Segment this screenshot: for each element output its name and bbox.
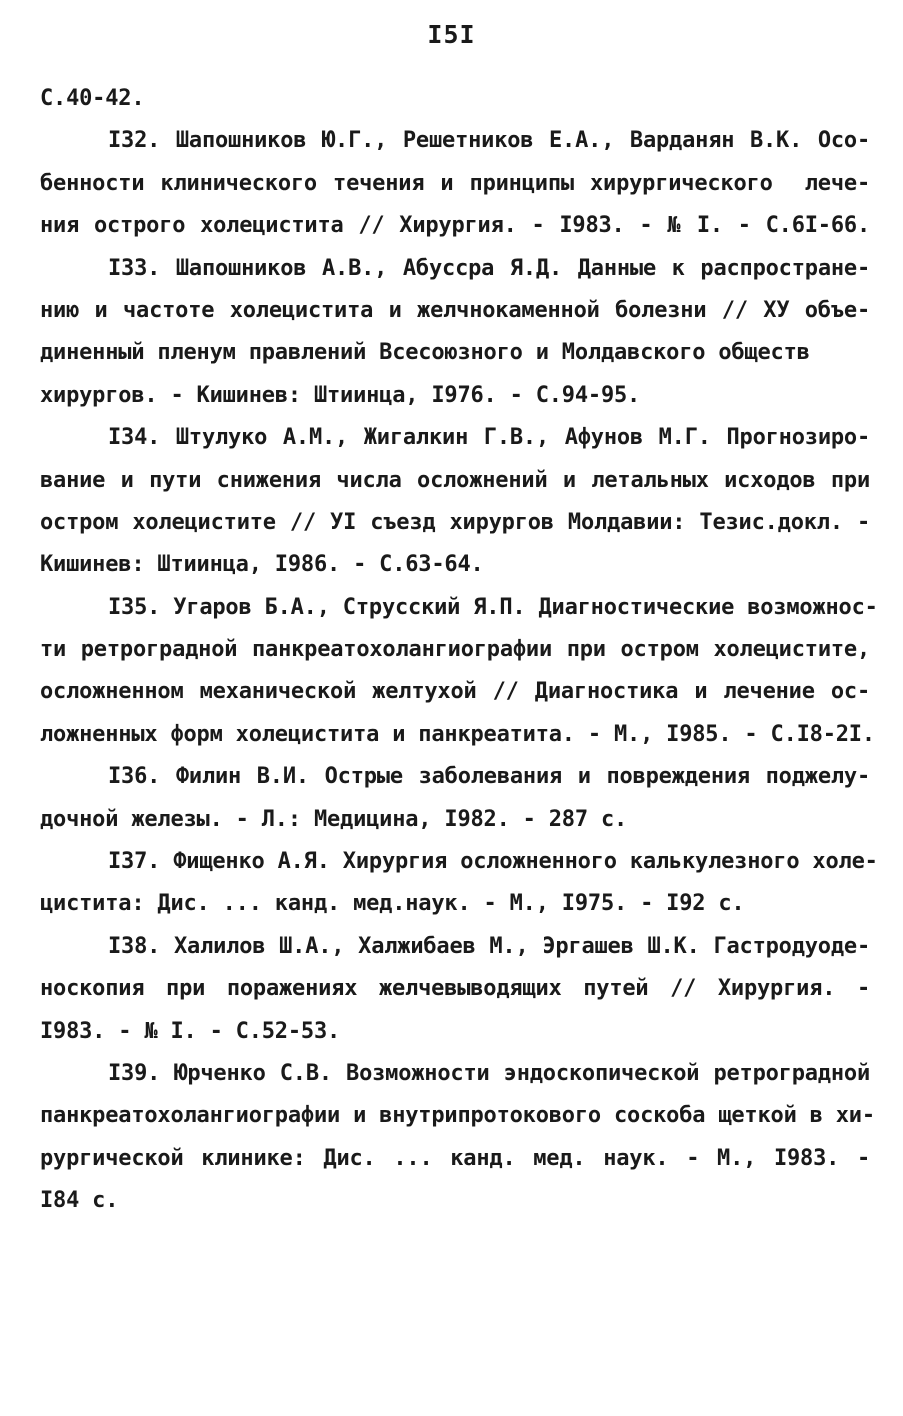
reference-line: хирургов. - Кишинев: Штиинца, I976. - С.94-95.	[40, 382, 641, 408]
reference-entry-start: I34. Штулуко А.М., Жигалкин Г.В., Афунов М.Г. Прогнозиро-	[108, 425, 870, 451]
reference-line: Кишинев: Штиинца, I986. - С.63-64.	[40, 552, 484, 578]
reference-line: ложненных форм холецистита и панкреатита. - М., I985. - С.I8-2I.	[40, 721, 875, 747]
reference-line: ти ретроградной панкреатохолангиографии при остром холецистите,	[40, 637, 870, 663]
reference-line: цистита: Дис. ... канд. мед.наук. - М., I975. - I92 с.	[40, 891, 745, 917]
reference-line: I84 с.	[40, 1188, 119, 1214]
reference-entry-start: I36. Филин В.И. Острые заболевания и повреждения поджелу-	[108, 764, 870, 790]
reference-line: вание и пути снижения числа осложнений и летальных исходов при	[40, 467, 870, 493]
reference-line: дочной железы. - Л.: Медицина, I982. - 287 с.	[40, 806, 628, 832]
reference-line: диненный пленум правлений Всесоюзного и Молдавского обществ	[40, 340, 810, 366]
reference-entry-start: I38. Халилов Ш.А., Халжибаев М., Эргашев Ш.К. Гастродуоде-	[108, 933, 870, 959]
reference-line: бенности клинического течения и принципы хирургического лече-	[40, 170, 870, 196]
reference-entry-start: I32. Шапошников Ю.Г., Решетников Е.А., Варданян В.К. Осо-	[108, 128, 870, 154]
bibliography-body	[40, 78, 878, 1223]
reference-line: носкопия при поражениях желчевыводящих путей // Хирургия. -	[40, 976, 870, 1002]
reference-line: остром холецистите // УI съезд хирургов Молдавии: Тезис.докл. -	[40, 509, 870, 535]
reference-entry-start: I33. Шапошников А.В., Абуссра Я.Д. Данные к распростране-	[108, 255, 870, 281]
reference-line: панкреатохолангиографии и внутрипротокового соскоба щеткой в хи-	[40, 1103, 875, 1129]
reference-line: нию и частоте холецистита и желчнокаменной болезни // ХУ объе-	[40, 297, 870, 323]
reference-line: I983. - № I. - С.52-53.	[40, 1018, 341, 1044]
reference-entry-start: I37. Фищенко А.Я. Хирургия осложненного калькулезного холе-	[108, 849, 878, 875]
reference-line: ния острого холецистита // Хирургия. - I983. - № I. - С.6I-66.	[40, 213, 870, 239]
reference-line: осложненном механической желтухой // Диагностика и лечение ос-	[40, 679, 870, 705]
reference-entry-start: I39. Юрченко С.В. Возможности эндоскопической ретроградной	[108, 1060, 870, 1086]
reference-line: С.40-42.	[40, 86, 145, 111]
reference-entry-start: I35. Угаров Б.А., Струсский Я.П. Диагностические возможнос-	[108, 594, 878, 620]
page-number: I5I	[427, 20, 476, 49]
reference-line: рургической клинике: Дис. ... канд. мед. наук. - М., I983. -	[40, 1145, 870, 1171]
